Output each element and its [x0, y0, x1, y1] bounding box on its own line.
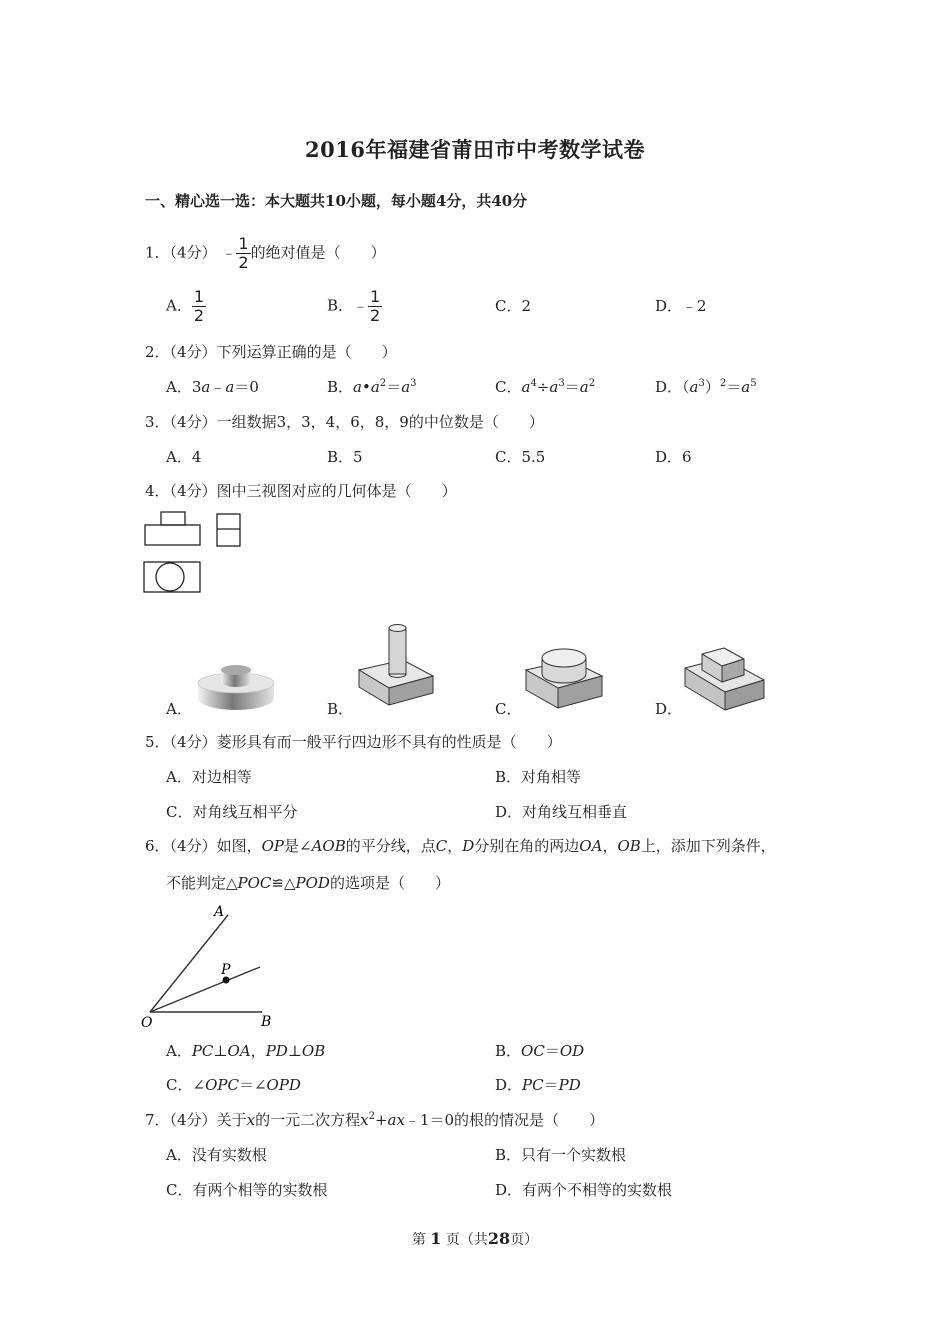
section-heading: 一、精心选一选：本大题共10小题，每小题4分，共40分: [145, 192, 528, 210]
q3-option-b: B．5: [327, 448, 363, 466]
q7-option-c: C．有两个相等的实数根: [166, 1181, 328, 1199]
label-b: B: [261, 1014, 272, 1030]
q4-option-a: A．: [166, 700, 192, 718]
front-view-top: [161, 512, 185, 525]
q5-option-d: D．对角线互相垂直: [495, 803, 628, 821]
q1-score: （4分）: [169, 243, 217, 262]
page-title: 2016年福建省莆田市中考数学试卷: [305, 137, 645, 162]
side-view: [217, 514, 240, 546]
q1-option-b: B．﹣ $\frac{1}{2}$: [327, 287, 381, 325]
question-4: 4．（4分）图中三视图对应的几何体是（ ）: [145, 482, 457, 500]
q4-option-d: D．: [655, 700, 683, 718]
ray-op: [150, 967, 260, 1012]
q7-option-b: B．只有一个实数根: [495, 1146, 627, 1164]
q5-option-c: C．对角线互相平分: [166, 803, 298, 821]
q2-option-c: C．$a^4\div a^3=a^2$: [495, 378, 596, 396]
q7-option-a: A．没有实数根: [166, 1146, 267, 1164]
three-view-drawing: [140, 508, 250, 598]
solid-c-image: [522, 642, 607, 712]
label-p: P: [221, 962, 231, 978]
q1-option-a: A． $\frac{1}{2}$: [166, 287, 205, 325]
label-a: A: [214, 904, 225, 920]
q1-option-d: D．﹣2: [655, 297, 707, 315]
q3-option-d: D．6: [655, 448, 692, 466]
top-view-circle: [156, 563, 184, 591]
q4-option-b: B．: [327, 700, 354, 718]
question-5: 5．（4分）菱形具有而一般平行四边形不具有的性质是（ ）: [145, 733, 562, 751]
question-6-line-2: 不能判定△POC≌△POD的选项是（ ）: [166, 874, 450, 892]
q1-stem: 的绝对值是（ ）: [250, 243, 386, 262]
solid-d-image: [682, 636, 772, 712]
q3-option-a: A．4: [166, 448, 202, 466]
total-pages: 28: [487, 1229, 511, 1248]
page-footer: 第 1 页（共28页）: [411, 1229, 539, 1248]
angle-bisector-figure: [140, 900, 280, 1032]
solid-a-image: [190, 658, 280, 718]
top-view: [144, 562, 200, 592]
q6-option-a: A．PC⊥OA，PD⊥OB: [166, 1042, 326, 1060]
q2-option-a: A．3a﹣a＝0: [166, 378, 259, 396]
question-6: 6．（4分）如图，OP是∠AOB的平分线，点C，D分别在角的两边OA，OB上，添加下列条件，: [145, 837, 776, 855]
question-7: 7．（4分）关于x的一元二次方程$x^2+ax﹣1=0$的根的情况是（ ）: [145, 1111, 605, 1129]
q7-option-d: D．有两个不相等的实数根: [495, 1181, 673, 1199]
current-page: 1: [430, 1229, 442, 1248]
front-view-base: [145, 525, 200, 545]
label-o: O: [141, 1015, 153, 1031]
q2-option-d: D．$(a^3)^2=a^5$: [655, 378, 757, 396]
q6-option-b: B．OC＝OD: [495, 1042, 585, 1060]
q4-option-c: C．: [495, 700, 522, 718]
q6-option-c: C．∠OPC＝∠OPD: [166, 1076, 301, 1094]
question-3: 3．（4分）一组数据3，3，4，6，8，9的中位数是（ ）: [145, 413, 544, 431]
q1-fraction: $\frac{1}{2}$: [238, 234, 249, 272]
q3-option-c: C．5.5: [495, 448, 546, 466]
question-2: 2．（4分）下列运算正确的是（ ）: [145, 343, 397, 361]
q2-option-b: B．$a•a^2=a^3$: [327, 378, 417, 396]
question-1: [145, 235, 386, 272]
q1-option-c: C．2: [495, 297, 532, 315]
q6-option-d: D．PC＝PD: [495, 1076, 581, 1094]
q1-number: 1．: [145, 243, 170, 262]
q5-option-a: A．对边相等: [166, 768, 252, 786]
solid-b-image: [355, 620, 440, 710]
ray-oa: [150, 915, 228, 1012]
q1-minus: ﹣: [221, 243, 237, 262]
q5-option-b: B．对角相等: [495, 768, 582, 786]
